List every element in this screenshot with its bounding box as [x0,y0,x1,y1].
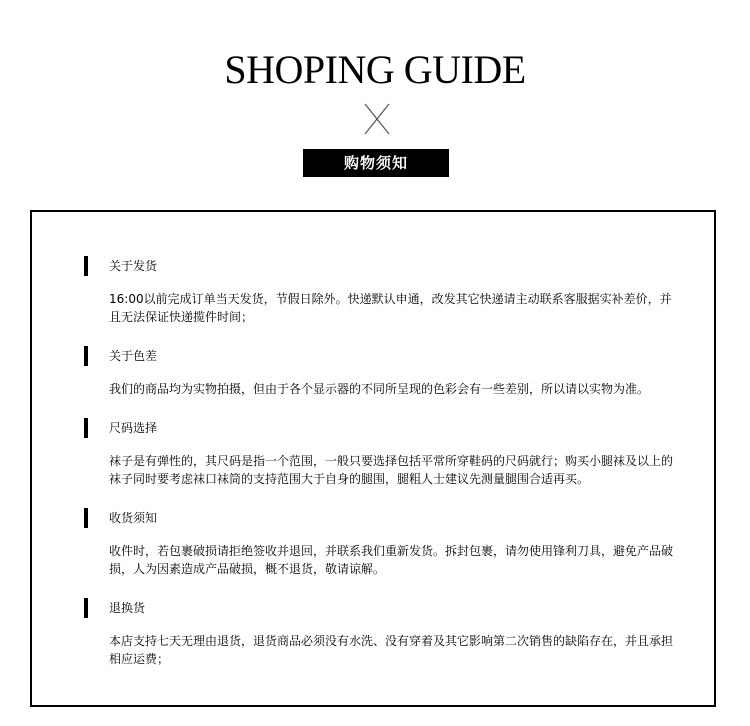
section-heading: 收货须知 [109,511,158,525]
section-body: 本店支持七天无理由退货，退货商品必须没有水洗、没有穿着及其它影响第二次销售的缺陷存在，并且承担相应运费； [109,634,674,666]
guide-panel [30,210,716,707]
section-marker [84,598,88,618]
section-heading: 关于色差 [109,349,158,363]
section-body: 袜子是有弹性的，其尺码是指一个范围，一般只要选择包括平常所穿鞋码的尺码就行；购买小腿袜及以上的袜子同时要考虑袜口袜筒的支持范围大于自身的腿围，腿粗人士建议先测量腿围合适再买。 [109,454,674,486]
section-marker [84,346,88,366]
section-marker [84,418,88,438]
section-body: 我们的商品均为实物拍摄，但由于各个显示器的不同所呈现的色彩会有一些差别，所以请以实物为准。 [109,382,650,396]
section-size-selection [84,418,674,486]
section-receiving-notice [84,508,674,576]
section-marker [84,256,88,276]
page-subtitle-badge: 购物须知 [303,149,449,177]
cross-decoration-icon [362,102,392,136]
page-title: SHOPING GUIDE [224,47,526,92]
section-shipping [84,256,674,324]
section-marker [84,508,88,528]
section-heading: 关于发货 [109,259,158,273]
section-body: 16:00以前完成订单当天发货，节假日除外。快递默认申通，改发其它快递请主动联系客服据实补差价，并且无法保证快递揽件时间； [109,292,672,324]
section-heading: 退换货 [109,601,146,615]
section-heading: 尺码选择 [109,421,158,435]
section-returns [84,598,674,666]
section-body: 收件时，若包裹破损请拒绝签收并退回，并联系我们重新发货。拆封包裹，请勿使用锋利刀具，避免产品破损，人为因素造成产品破损，概不退货，敬请谅解。 [109,544,674,576]
section-color-difference [84,346,674,396]
